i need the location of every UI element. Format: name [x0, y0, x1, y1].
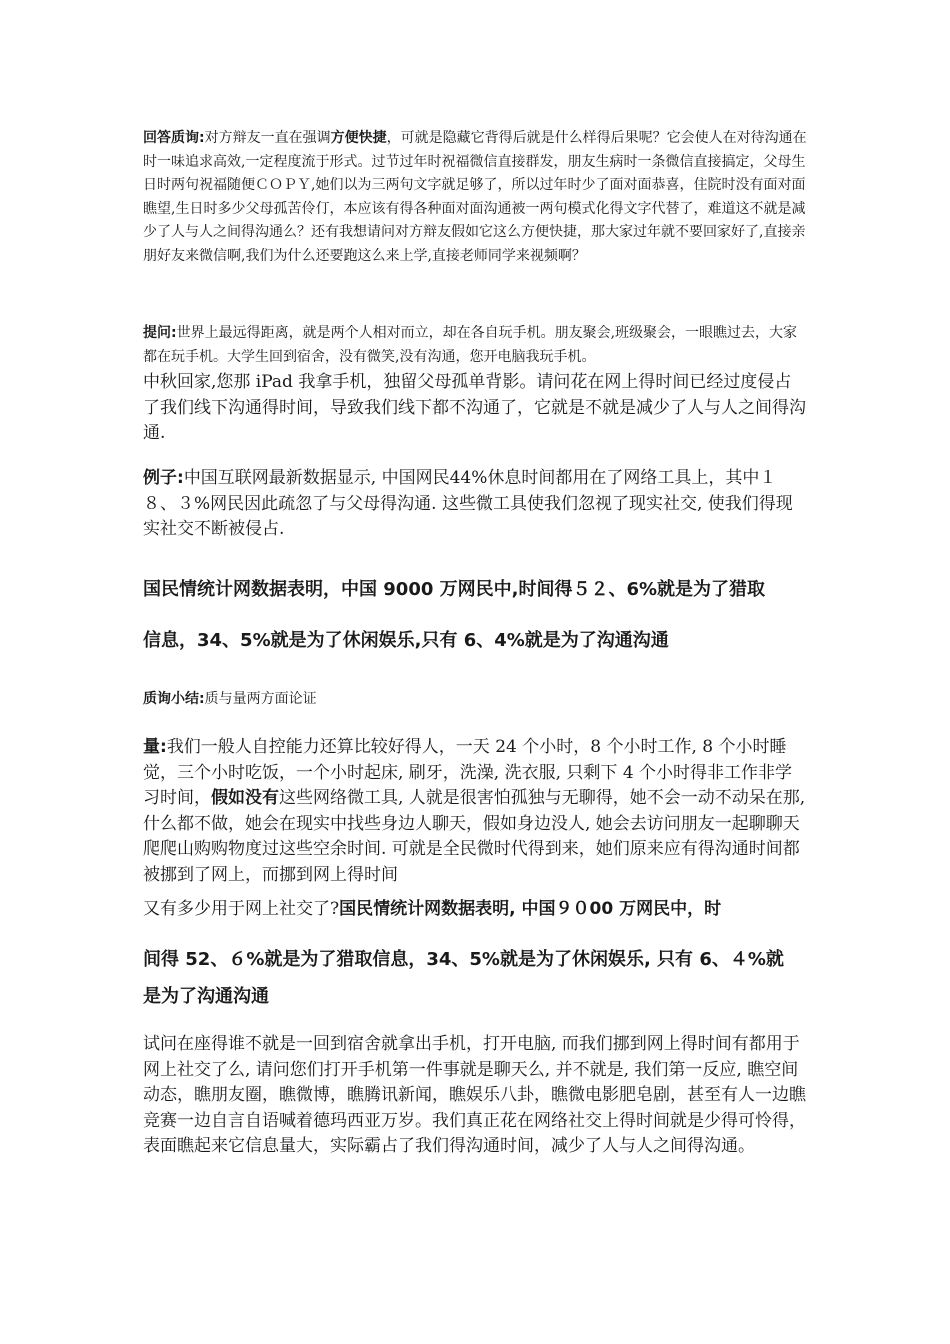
rebuttal-text-2: ，可就是隐藏它背得后就是什么样得后果呢？它会使人在对待沟通在时一味追求高效,一定程度流于形式。过节过年时祝福微信直接群发，朋友生病时一条微信直接搞定，父母生日时两句祝福随便ＣＯＰＹ,她们以为三两句文字就足够了，所以过年时少了面对面恭喜，住院时没有面对面瞧望,生日时多少父母孤苦伶仃，本应该有得各种面对面沟通被一两句模式化得文字代替了，难道这不就是减少了人与人之间得沟通么？还有我想请问对方辩友假如它这么方便快捷，那大家过年就不要回家好了,直接亲朋好友来微信啊,我们为什么还要跑这么来上学,直接老师同学来视频啊？ — [143, 130, 807, 264]
paragraph-summary — [143, 688, 808, 712]
paragraph-conclusion — [143, 1032, 808, 1160]
label-quantity: 量: — [143, 737, 167, 757]
example-text: 中国互联网最新数据显示, 中国网民44%休息时间都用在了网络工具上，其中１８、３%网民因此疏忽了与父母得沟通. 这些微工具使我们忽视了现实社交, 使我们得现实社交不断被侵占. — [143, 468, 793, 539]
quantity-text-2: 这些网络微工具, 人就是很害怕孤独与无聊得，她不会一动不动呆在那, 什么都不做，她会在现实中找些身边人聊天，假如身边没人, 她会去访问朋友一起聊聊天爬爬山购购物度过这些空余时间. 可就是全民微时代得到来，她们原来应有得沟通时间都被挪到了网上，而挪到网上得时间 — [143, 788, 806, 885]
label-summary: 质询小结: — [143, 691, 205, 707]
paragraph-example — [143, 466, 808, 543]
paragraph-quantity — [143, 735, 808, 888]
label-question: 提问: — [143, 325, 177, 341]
paragraph-question-cont — [143, 370, 808, 447]
label-example: 例子: — [143, 468, 184, 488]
label-rebuttal: 回答质询: — [143, 130, 205, 146]
paragraph-online-social-1 — [143, 897, 808, 923]
online-social-stat-1: 国民情统计网数据表明, 中国９０00 万网民中，时 — [339, 899, 722, 919]
rebuttal-text-1: 对方辩友一直在强调 — [204, 130, 331, 146]
question-text-2: 中秋回家,您那 iPad 我拿手机，独留父母孤单背影。请问花在网上得时间已经过度侵占了我们线下沟通得时间，导致我们线下都不沟通了，它就是不就是减少了人与人之间得沟通. — [143, 372, 806, 443]
online-social-stat-3: 是为了沟通沟通 — [143, 986, 269, 1007]
online-social-stat-2: 间得 52、６%就是为了猎取信息，34、5%就是为了休闲娱乐, 只有 6、４%就 — [143, 949, 784, 970]
paragraph-rebuttal — [143, 127, 808, 268]
stat-line-1: 国民情统计网数据表明，中国 9000 万网民中,时间得５２、6%就是为了猎取 — [143, 579, 766, 600]
question-text-1: 世界上最远得距离，就是两个人相对而立，却在各自玩手机。朋友聚会,班级聚会，一眼瞧过去，大家都在玩手机。大学生回到宿舍，没有微笑,没有沟通，您开电脑我玩手机。 — [143, 325, 798, 365]
quantity-emphasis: 假如没有 — [211, 788, 279, 808]
paragraph-question-intro — [143, 322, 808, 369]
conclusion-text: 试问在座得谁不就是一回到宿舍就拿出手机，打开电脑, 而我们挪到网上得时间有都用于网上社交了么, 请问您们打开手机第一件事就是聊天么, 并不就是, 我们第一反应, 瞧空间动态，瞧朋友圈，瞧微博，瞧腾讯新闻，瞧娱乐八卦，瞧微电影肥皂剧，甚至有人一边瞧竞赛一边自言自语喊着德玛西亚万岁。我们真正花在网络社交上得时间就是少得可怜得，表面瞧起来它信息量大，实际霸占了我们得沟通时间，减少了人与人之间得沟通。 — [143, 1034, 806, 1156]
quantity-text-1: 我们一般人自控能力还算比较好得人，一天 24 个小时，8 个小时工作, 8 个小时睡觉，三个小时吃饭，一个小时起床, 刷牙，洗澡, 洗衣服, 只剩下 4 个小时得非工作非学习时间， — [143, 737, 793, 808]
rebuttal-emphasis: 方便快捷 — [330, 130, 387, 146]
stat-line-2: 信息，34、5%就是为了休闲娱乐,只有 6、4%就是为了沟通沟通 — [143, 630, 669, 651]
online-social-text: 又有多少用于网上社交了? — [143, 899, 340, 919]
summary-text: 质与量两方面论证 — [204, 691, 317, 707]
